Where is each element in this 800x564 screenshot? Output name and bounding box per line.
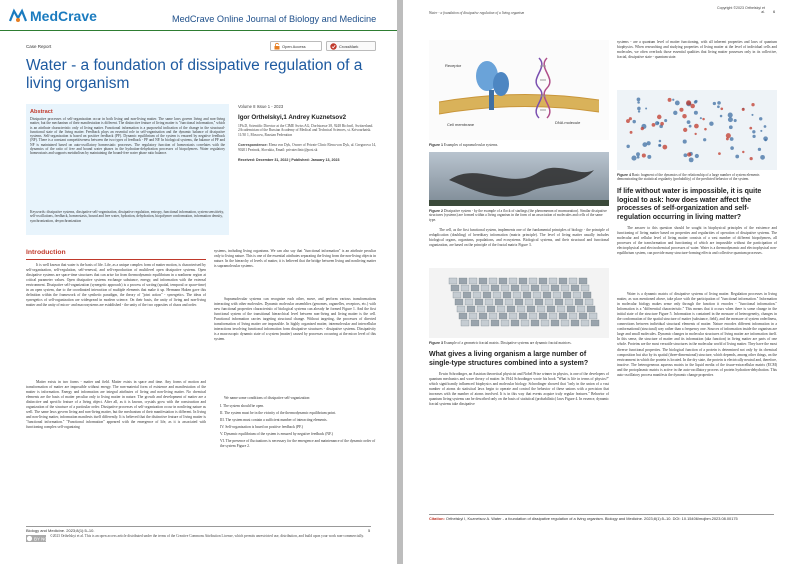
system-element-dot	[764, 139, 766, 141]
fractal-cube	[449, 278, 457, 284]
system-element-dot	[729, 125, 733, 129]
fractal-cube	[587, 306, 595, 312]
dna-label: DNA molecule	[555, 120, 581, 125]
fractal-cube	[509, 278, 517, 284]
col2-paragraph-3: Water is a dynamic matrix of dissipative systems of living matter. Regulation processes in living matter, as was mentioned above, take place with the participation of "functional information." Information in molecular biology makes sense only through the function it encodes - "functional information." Information is a "differential characteristic." This means that it occurs when there is some change in the initial state of the structure Figure 5. Information is contained in the measure of heterogeneity, changes in the conformation of the spatial structure of matter (substance, field), and the measure of system orderliness, connections between individual structural elements of matter. Nature encodes different information in a conformational (structural) way rather than a frequency one. Sources of information inside the organism are large and small molecules. Dynamic changes in molecular structures of living matter are information itself. In this sense, the structure of matter and its information (aka function) in living matter are parts of one whole. Proteins are the most versatile structures in the molecular world of living matter. They have the most diverse functional properties. The biological function of a protein is determined not only by its chemical composition but also by its spatial (three-dimensional) structure, which depends, among other things, on the environment in which the protein is located. In the dry state, the protein is electrically neutral and, therefore, inactive. The heterogeneous aqueous matrix in the liquid media of the tissue-extracellular matrix (ECM) and the protoplasmic matrix is active in the auto-oscillatory process of protein hydration-dehydration. This auto-oscillatory process manifests the dynamic change properties	[617, 292, 777, 377]
fractal-cube	[459, 313, 467, 319]
fractal-cube	[551, 320, 559, 326]
introduction-heading: Introduction	[26, 249, 66, 256]
system-element-dot	[728, 113, 733, 118]
svg-text:BY NC: BY NC	[34, 536, 48, 542]
system-element-dot	[689, 125, 692, 128]
system-element-dot	[637, 107, 641, 111]
col2-paragraph-2: The answer to this question should be sought in biophysical principles of the existence and functioning of living matter based on properties and regularities of operation of dissipative systems. The molecular and cellular level of living matter consists of a vast number of different biopolymers, all processes of the transformation and functioning of which are impossible without the participation of electrophysical and electrochemical processes of water. Water is a thermodynamic and electrophysical non-equilibrium system, can provide many structure-forming effects and collective quantum processes.	[617, 226, 777, 256]
system-element-dot	[668, 98, 672, 102]
fractal-cube	[519, 278, 527, 284]
figure-2-caption: Figure 2 Dissipative system - by the example of a flock of starlings (the phenomenon of murmuration). Similar dissipative structures (systems) are formed within a living organism in the form of an association of molecules and cells of the same type.	[429, 209, 607, 222]
fractal-cube	[549, 278, 557, 284]
citation	[429, 517, 774, 522]
affiliations: 1Ph.D, Scientific Director at the CIME Swiss AG, Dorfstrasse 38, 9248 Bichwil, Switzerland. 2Academician of the Russian Academy of Medical and Technical Sciences, st. Krivoarbatsk. 11/30 1, Moscow, Russian Federation	[238, 124, 374, 137]
fractal-cube	[495, 299, 503, 305]
system-element-dot	[709, 121, 713, 125]
fractal-cube	[573, 292, 581, 298]
fractal-cube	[579, 313, 587, 319]
fractal-cube	[507, 306, 515, 312]
fractal-cube	[559, 278, 567, 284]
crossmark-label: CrossMark	[339, 43, 359, 49]
figure-3-fractal	[429, 268, 609, 338]
fractal-cube	[451, 285, 459, 291]
fractal-cube	[481, 320, 489, 326]
article-type: Case Report	[26, 44, 52, 49]
fractal-cube	[581, 285, 589, 291]
fractal-cube	[559, 313, 567, 319]
system-element-dot	[675, 101, 680, 106]
section-heading-living-organism: What gives a living organism a large number of single-type structures combined into a system?	[429, 351, 589, 367]
system-element-dot	[717, 101, 721, 105]
fractal-cube	[561, 320, 569, 326]
received-published-dates: Received: December 31, 2022 | Published: January 13, 2023	[238, 158, 340, 163]
system-element-dot	[730, 137, 734, 141]
fractal-cube	[499, 278, 507, 284]
receptor-label: Receptor	[445, 63, 462, 68]
fractal-cube	[517, 306, 525, 312]
fractal-cube	[525, 299, 533, 305]
fractal-cube	[541, 320, 549, 326]
system-element-dot	[645, 108, 647, 110]
system-element-dot	[690, 104, 695, 109]
brand-name: MedCrave	[30, 8, 97, 24]
fractal-cube	[527, 306, 535, 312]
fractal-cube	[583, 292, 591, 298]
system-element-dot	[734, 119, 737, 122]
fractal-cube	[541, 285, 549, 291]
fractal-cube	[519, 313, 527, 319]
crossmark-badge[interactable]	[326, 41, 376, 51]
fractal-cube	[463, 292, 471, 298]
journal-page-2	[403, 0, 800, 564]
fractal-cube	[555, 299, 563, 305]
system-element-dot	[718, 152, 721, 155]
open-access-badge[interactable]	[270, 41, 322, 51]
fractal-cube	[589, 313, 597, 319]
system-element-dot	[673, 111, 677, 115]
journal-page-1	[0, 0, 397, 564]
system-element-dot	[720, 115, 723, 118]
col2-paragraph-2: Supramolecular systems can recognize each other, move, and perform various transformations interacting with other molecules. Dynamic molecular assemblies (genomes, organelles, receptors, etc.) with new functional properties characteristic of biological systems can already be formed Figure 1. And the first functional system of the transitional hierarchical level between non-living and living matter is the cell. Functional information carries targeting structural change. Without targeting, the processes of directed transformation of living matter are impossible. In highly organized matter, intermolecular and intercellular interactions involving functional information form dissipative structures - dissipative systems. Dissipativity is a macroscopic dynamic state of a system (matter) caused by processes occurring at the micro level of this system.	[214, 297, 376, 342]
cell-membrane-label: Cell membrane	[447, 122, 475, 127]
condition-item: I. The system should be open.	[220, 404, 265, 408]
figure-4-label: Figure 4	[617, 173, 631, 177]
system-element-dot	[749, 127, 752, 130]
fractal-cube	[471, 320, 479, 326]
system-element-dot	[683, 140, 687, 144]
fractal-cube	[529, 313, 537, 319]
license-text: ©2023 Orthelskyi et al. This is an open access article distributed under the terms of the Creative Commons Attribution License, which permits unrestricted use, distribution, and build upon your work non-commercially.	[50, 534, 364, 538]
fractal-cube	[473, 292, 481, 298]
running-title: Water - a foundation of dissipative regulation of a living organism	[429, 11, 525, 15]
figure-4-caption: Figure 4 Basic fragment of the dynamics of the relationship of a large number of system elements demonstrating the statistical regularity (probability) of the predicted behavior of the system.	[617, 173, 760, 182]
fractal-cube	[481, 285, 489, 291]
col2-paragraph-1: systems, including living organisms. We can also say that "functional information" is an attribute peculiar only to living nature. This is one of the essential attributes separating the living from the non-living objects in nature. In the hierarchy of levels of matter, it is believed that the bridge between living and nonliving matter is supramolecular systems.	[214, 249, 376, 269]
fractal-cube	[469, 313, 477, 319]
fractal-cube	[501, 285, 509, 291]
system-element-dot	[704, 128, 707, 131]
open-access-label: Open Access	[282, 43, 306, 49]
system-element-dot	[687, 152, 691, 156]
page-number: 6	[773, 9, 776, 14]
keywords: Keywords: dissipative systems, dissipative self-organisation, dissipative regulation, entropy, functional information, system sensitivity, self-oscillations, feedback, homeostasis, bound and free water, hydration, dehydration, biopolymer conformation, information density, synchronization, desynchronization	[30, 210, 225, 223]
system-element-dot	[742, 108, 745, 111]
fractal-cube	[497, 306, 505, 312]
fractal-cube	[499, 313, 507, 319]
figure-4-dynamics	[617, 90, 777, 170]
condition-item: V. Dynamic equilibrium of the system is ensured by negative feedback (NF.)	[220, 432, 333, 437]
system-element-dot	[626, 145, 629, 148]
system-element-dot	[760, 130, 762, 132]
system-element-dot	[630, 131, 633, 134]
introduction-underline	[26, 259, 206, 260]
system-element-dot	[751, 114, 753, 116]
system-element-dot	[694, 124, 699, 129]
section-heading-water-question: If life without water is impossible, it is quite logical to ask: how does water affect the processes of self-organization and self-regulation occurring in living matter?	[617, 188, 762, 221]
fractal-cube	[491, 320, 499, 326]
fractal-cube	[471, 285, 479, 291]
fractal-cube	[543, 292, 551, 298]
conditions-intro: We name some conditions of dissipative self-organization:	[224, 396, 311, 400]
system-element-dot	[730, 146, 734, 150]
abstract-heading: Abstract	[30, 109, 53, 115]
abstract-text: Dissipative processes of self-organisation occur in both living and non-living matter. The same laws govern living and non-living matter, but the mechanism of their manifestation is different. The distinctive feature of living matter is "functional information," which is an attribute characteristic only of living matter. Functional information is a purposeful indication of the change in the structural-functional state of the living matter. Feedback plays an essential role in self-organisation and the dynamic balance of dissipative systems. Self-organisation is based on positive feedback (PF). Dynamic equilibrium of the system is ensured by negative feedback (NF). There is a constant competitiveness between the two types of feedback - PF and NF. In biological systems, the balance of PF and NF is maintained based on auto-oscillatory homeostatic processes. The regulatory function of homeostasis correlates with the dynamics of the ratio of free and bound water phases in the hydration-dehydration processes of biopolymers. Water regulatory homeostasis and supports metabolism by maintaining the bound-free water phase ratio balance.	[30, 117, 225, 156]
system-element-dot	[657, 115, 662, 120]
fractal-cube	[489, 313, 497, 319]
fractal-cube	[487, 306, 495, 312]
system-element-dot	[703, 138, 706, 141]
fractal-cube	[475, 299, 483, 305]
fractal-cube	[521, 320, 529, 326]
fractal-cube	[491, 285, 499, 291]
footer-rule	[429, 514, 774, 515]
fractal-cube	[571, 320, 579, 326]
volume-info: Volume 8 Issue 1 - 2023	[238, 104, 284, 109]
system-element-dot	[689, 157, 694, 162]
col2-paragraph-1: systems - are a quantum level of matter functioning, with all inherent properties and laws of quantum biophysics. When researching and studying properties of living matter at the level of individual cells and molecules, we often overlook those essential qualities that living matter possesses only in its collective, fractal, dissipative state - quantum state.	[617, 40, 777, 60]
fractal-cube	[529, 278, 537, 284]
system-element-dot	[642, 153, 646, 157]
system-element-dot	[637, 101, 640, 104]
system-element-dot	[638, 110, 640, 112]
fractal-cube	[511, 320, 519, 326]
system-element-dot	[637, 97, 641, 101]
system-element-dot	[683, 153, 687, 157]
system-element-dot	[713, 102, 716, 105]
fractal-cube	[581, 320, 589, 326]
fractal-cube	[515, 299, 523, 305]
fractal-cube	[579, 278, 587, 284]
system-element-dot	[760, 155, 765, 160]
figure-2-label: Figure 2	[429, 209, 443, 213]
col1-paragraph-1: The cell, as the first functional system, implements one of the fundamental principles of biology - the principle of reduplication (doubling) of hereditary information (matrix principle). The level of living matter usually includes biological organs, organisms, populations, and ecosystems. Biological systems, and their structural and functional organization, are based on the principle of the fractal matrix Figure 3.	[429, 228, 609, 248]
system-element-dot	[632, 120, 635, 123]
system-element-dot	[662, 145, 667, 150]
system-element-dot	[672, 99, 674, 101]
figure-3-caption: Figure 3 Example of a geometric fractal matrix. Dissipative systems are dynamic fractal matrices.	[429, 341, 572, 345]
medcrave-logo-icon	[8, 9, 28, 23]
fractal-cube	[577, 306, 585, 312]
fractal-cube	[531, 320, 539, 326]
header-rule	[0, 30, 397, 31]
fractal-cube	[539, 278, 547, 284]
crossmark-icon	[330, 43, 337, 50]
system-element-dot	[683, 128, 687, 132]
article-title: Water - a foundation of dissipative regulation of a living organism	[26, 57, 363, 92]
fractal-cube	[485, 299, 493, 305]
fractal-cube	[469, 278, 477, 284]
system-element-dot	[694, 111, 698, 115]
correspondence-label: Correspondence:	[238, 143, 268, 148]
system-element-dot	[726, 133, 731, 138]
condition-item: VI. The presence of fluctuations is necessary for the emergence and maintenance of the dynamic order of the system Figure 2.	[220, 439, 376, 449]
system-element-dot	[658, 144, 661, 147]
system-element-dot	[686, 100, 691, 105]
figure-1-label: Figure 1	[429, 143, 443, 147]
fractal-cube	[569, 313, 577, 319]
figure-1-supramolecular	[429, 40, 609, 140]
fractal-cube	[521, 285, 529, 291]
fractal-cube	[465, 299, 473, 305]
fractal-cube	[571, 285, 579, 291]
system-element-dot	[659, 140, 662, 143]
system-element-dot	[642, 142, 647, 147]
system-element-dot	[759, 117, 762, 120]
open-lock-icon	[274, 43, 280, 50]
fractal-cube	[501, 320, 509, 326]
fractal-cube	[563, 292, 571, 298]
system-element-dot	[694, 133, 696, 135]
correspondence-text: Elena von Dyk, Owner of Private Clinic Elena von Dyk, ul. Gregorova 14, 90201 Pezinok, Slovakia, Email: privateclinic@post.sk	[238, 143, 377, 152]
fractal-cube	[551, 285, 559, 291]
fractal-cube	[575, 299, 583, 305]
creative-commons-icon	[26, 535, 46, 542]
conditions-list	[220, 404, 376, 451]
footer-rule	[26, 526, 371, 527]
system-element-dot	[647, 155, 651, 159]
system-element-dot	[758, 148, 761, 151]
fractal-cube	[539, 313, 547, 319]
page-number: 5	[368, 528, 371, 533]
journal-title: MedCrave Online Journal of Biology and Medicine	[172, 14, 377, 24]
fractal-cube	[483, 292, 491, 298]
authors: Igor Orthelskyi,1 Andrey Kuznetsov2	[238, 114, 347, 121]
figure-1-caption: Figure 1 Examples of supramolecular systems.	[429, 143, 499, 147]
col1-paragraph-2: Erwin Schrodinger, an Austrian theoretical physicist and Nobel Prize winner in physics, is one of the developers of quantum mechanics and wave theory of matter. In 1944 Schrodinger wrote his book "What is life in terms of physics?" which significantly influenced biophysics and molecular biology. Schrodinger showed that "only in the union of a vast number of atoms do statistical laws begin to operate and control the behavior of these unions with a precision that increases with the number of atoms involved. It is in this way that events acquire truly regular features." Behavior of quantum living systems can be described only on the basis of statistical (probabilistic) laws Figure 4. In essence, dynamic fractal systems take dissipative	[429, 372, 609, 407]
fractal-cube	[531, 285, 539, 291]
fractal-cube	[547, 306, 555, 312]
fractal-cube	[461, 320, 469, 326]
fractal-cube	[565, 299, 573, 305]
fractal-cube	[535, 299, 543, 305]
fractal-cube	[453, 292, 461, 298]
fractal-cube	[509, 313, 517, 319]
system-element-dot	[652, 123, 656, 127]
fractal-cube	[557, 306, 565, 312]
figure-2-murmuration	[429, 152, 609, 206]
fractal-cube	[455, 299, 463, 305]
system-element-dot	[750, 157, 753, 160]
system-element-dot	[694, 101, 697, 104]
system-element-dot	[752, 135, 755, 138]
system-element-dot	[751, 103, 754, 106]
system-element-dot	[660, 122, 664, 126]
system-element-dot	[742, 151, 744, 153]
system-element-dot	[626, 119, 630, 123]
figure-3-label: Figure 3	[429, 341, 443, 345]
system-element-dot	[695, 154, 699, 158]
system-element-dot	[631, 156, 636, 161]
fractal-cube	[523, 292, 531, 298]
system-element-dot	[664, 119, 667, 122]
system-element-dot	[717, 105, 720, 108]
fractal-cube	[591, 320, 599, 326]
fractal-cube	[493, 292, 501, 298]
system-element-dot	[682, 114, 687, 119]
system-element-dot	[735, 155, 739, 159]
system-element-dot	[637, 156, 640, 159]
fractal-cube	[549, 313, 557, 319]
system-element-dot	[641, 127, 644, 130]
fractal-cube	[545, 299, 553, 305]
fractal-cube	[569, 278, 577, 284]
condition-item: II. The system must be in the vicinity of the thermodynamic equilibrium point.	[220, 411, 337, 416]
fractal-cube	[511, 285, 519, 291]
fractal-cube	[461, 285, 469, 291]
system-element-dot	[764, 125, 767, 128]
fractal-cube	[479, 313, 487, 319]
citation-label: Citation:	[429, 516, 445, 521]
article-info	[238, 104, 378, 162]
fractal-cube	[567, 306, 575, 312]
fractal-cube	[457, 306, 465, 312]
citation-text: Orthelskyi I, Kuznetsov A. Water - a foundation of dissipative regulation of a living organism. Biology and Medicine. 2023;8(1):5–10. DOI: 10.15406/mojbm.2023.08.00175	[445, 516, 738, 521]
condition-item: IV. Self-organization is based on positive feedback (PF.)	[220, 425, 304, 430]
fractal-cube	[459, 278, 467, 284]
fractal-cube	[585, 299, 593, 305]
fractal-cube	[505, 299, 513, 305]
fractal-cube	[537, 306, 545, 312]
system-element-dot	[679, 108, 683, 112]
intro-paragraph-2: Matter exists in two forms - matter and field. Matter exists in space and time. Any forms of motion and transformation of matter are impossible without energy. The non-material form of existence and manifestation of the matter is information. Energy and information are integral attributes of living and non-living matter. No chemical elements are the basis of matter peculiar only to living matter in nature. The growth and development of matter are a distinctive and specific feature of a living object. After all, as it is known, crystals grow with the construction and organization of the structure of a particular order. Dissipative processes of self-organization occur in nonliving nature as well. The same laws govern living and non-living matter, but the mechanism of their manifestation is different. In living and non-living matter, information manifests itself differently. It is believed that the distinctive feature of living matter is "functional information." "Functional information" appeared with the emergence of life, as it is associated with functioning complex self-organizing	[26, 380, 206, 430]
condition-item: III. The system must contain a sufficient number of interacting elements.	[220, 418, 328, 423]
fractal-cube	[513, 292, 521, 298]
fractal-cube	[489, 278, 497, 284]
system-element-dot	[636, 152, 640, 156]
intro-paragraph-1: It is well known that water is the basis of life. Life, as a unique complex form of matter motion, is characterised by self-organization, self-regulation, self-renewal, and self-reproduction of multilevel open dissipative systems. Open dissipative systems are space-time structures that can arise far from thermodynamic equilibrium in a nonlinear region at critical parameter values. Open dissipative systems exchange substance, energy, and information with the external environment. Dissipative self-organization (synergetic approach) is a process of sorting (spatial, temporal or space-time) in an open system, due to the coordinated interaction of multiple elements that make it up. Hermann Haken gave this definition within the framework of the synthetic paradigm, the theory of "joint action" - synergetics. The ideas of synergetics of self-organization are widespread in modern science. On their basis, the unity of living and non-living matter and the unity of micro- and macrosystems are established - the unity of the two opposites of chaos and order.	[26, 263, 206, 308]
fractal-cube	[561, 285, 569, 291]
fractal-cube	[553, 292, 561, 298]
system-element-dot	[728, 117, 733, 122]
system-element-dot	[752, 130, 755, 133]
fractal-cube	[533, 292, 541, 298]
footer-reference: Biology and Medicine. 2023;8(1):5–10.	[26, 528, 95, 533]
copyright: Copyright ©2023 Orthelskyi et al.	[717, 6, 765, 15]
fractal-cube	[477, 306, 485, 312]
fractal-cube	[503, 292, 511, 298]
fractal-cube	[467, 306, 475, 312]
system-element-dot	[700, 117, 702, 119]
system-element-dot	[687, 120, 691, 124]
system-element-dot	[702, 118, 704, 120]
fractal-cube	[479, 278, 487, 284]
system-element-dot	[657, 122, 659, 124]
system-element-dot	[720, 107, 723, 110]
